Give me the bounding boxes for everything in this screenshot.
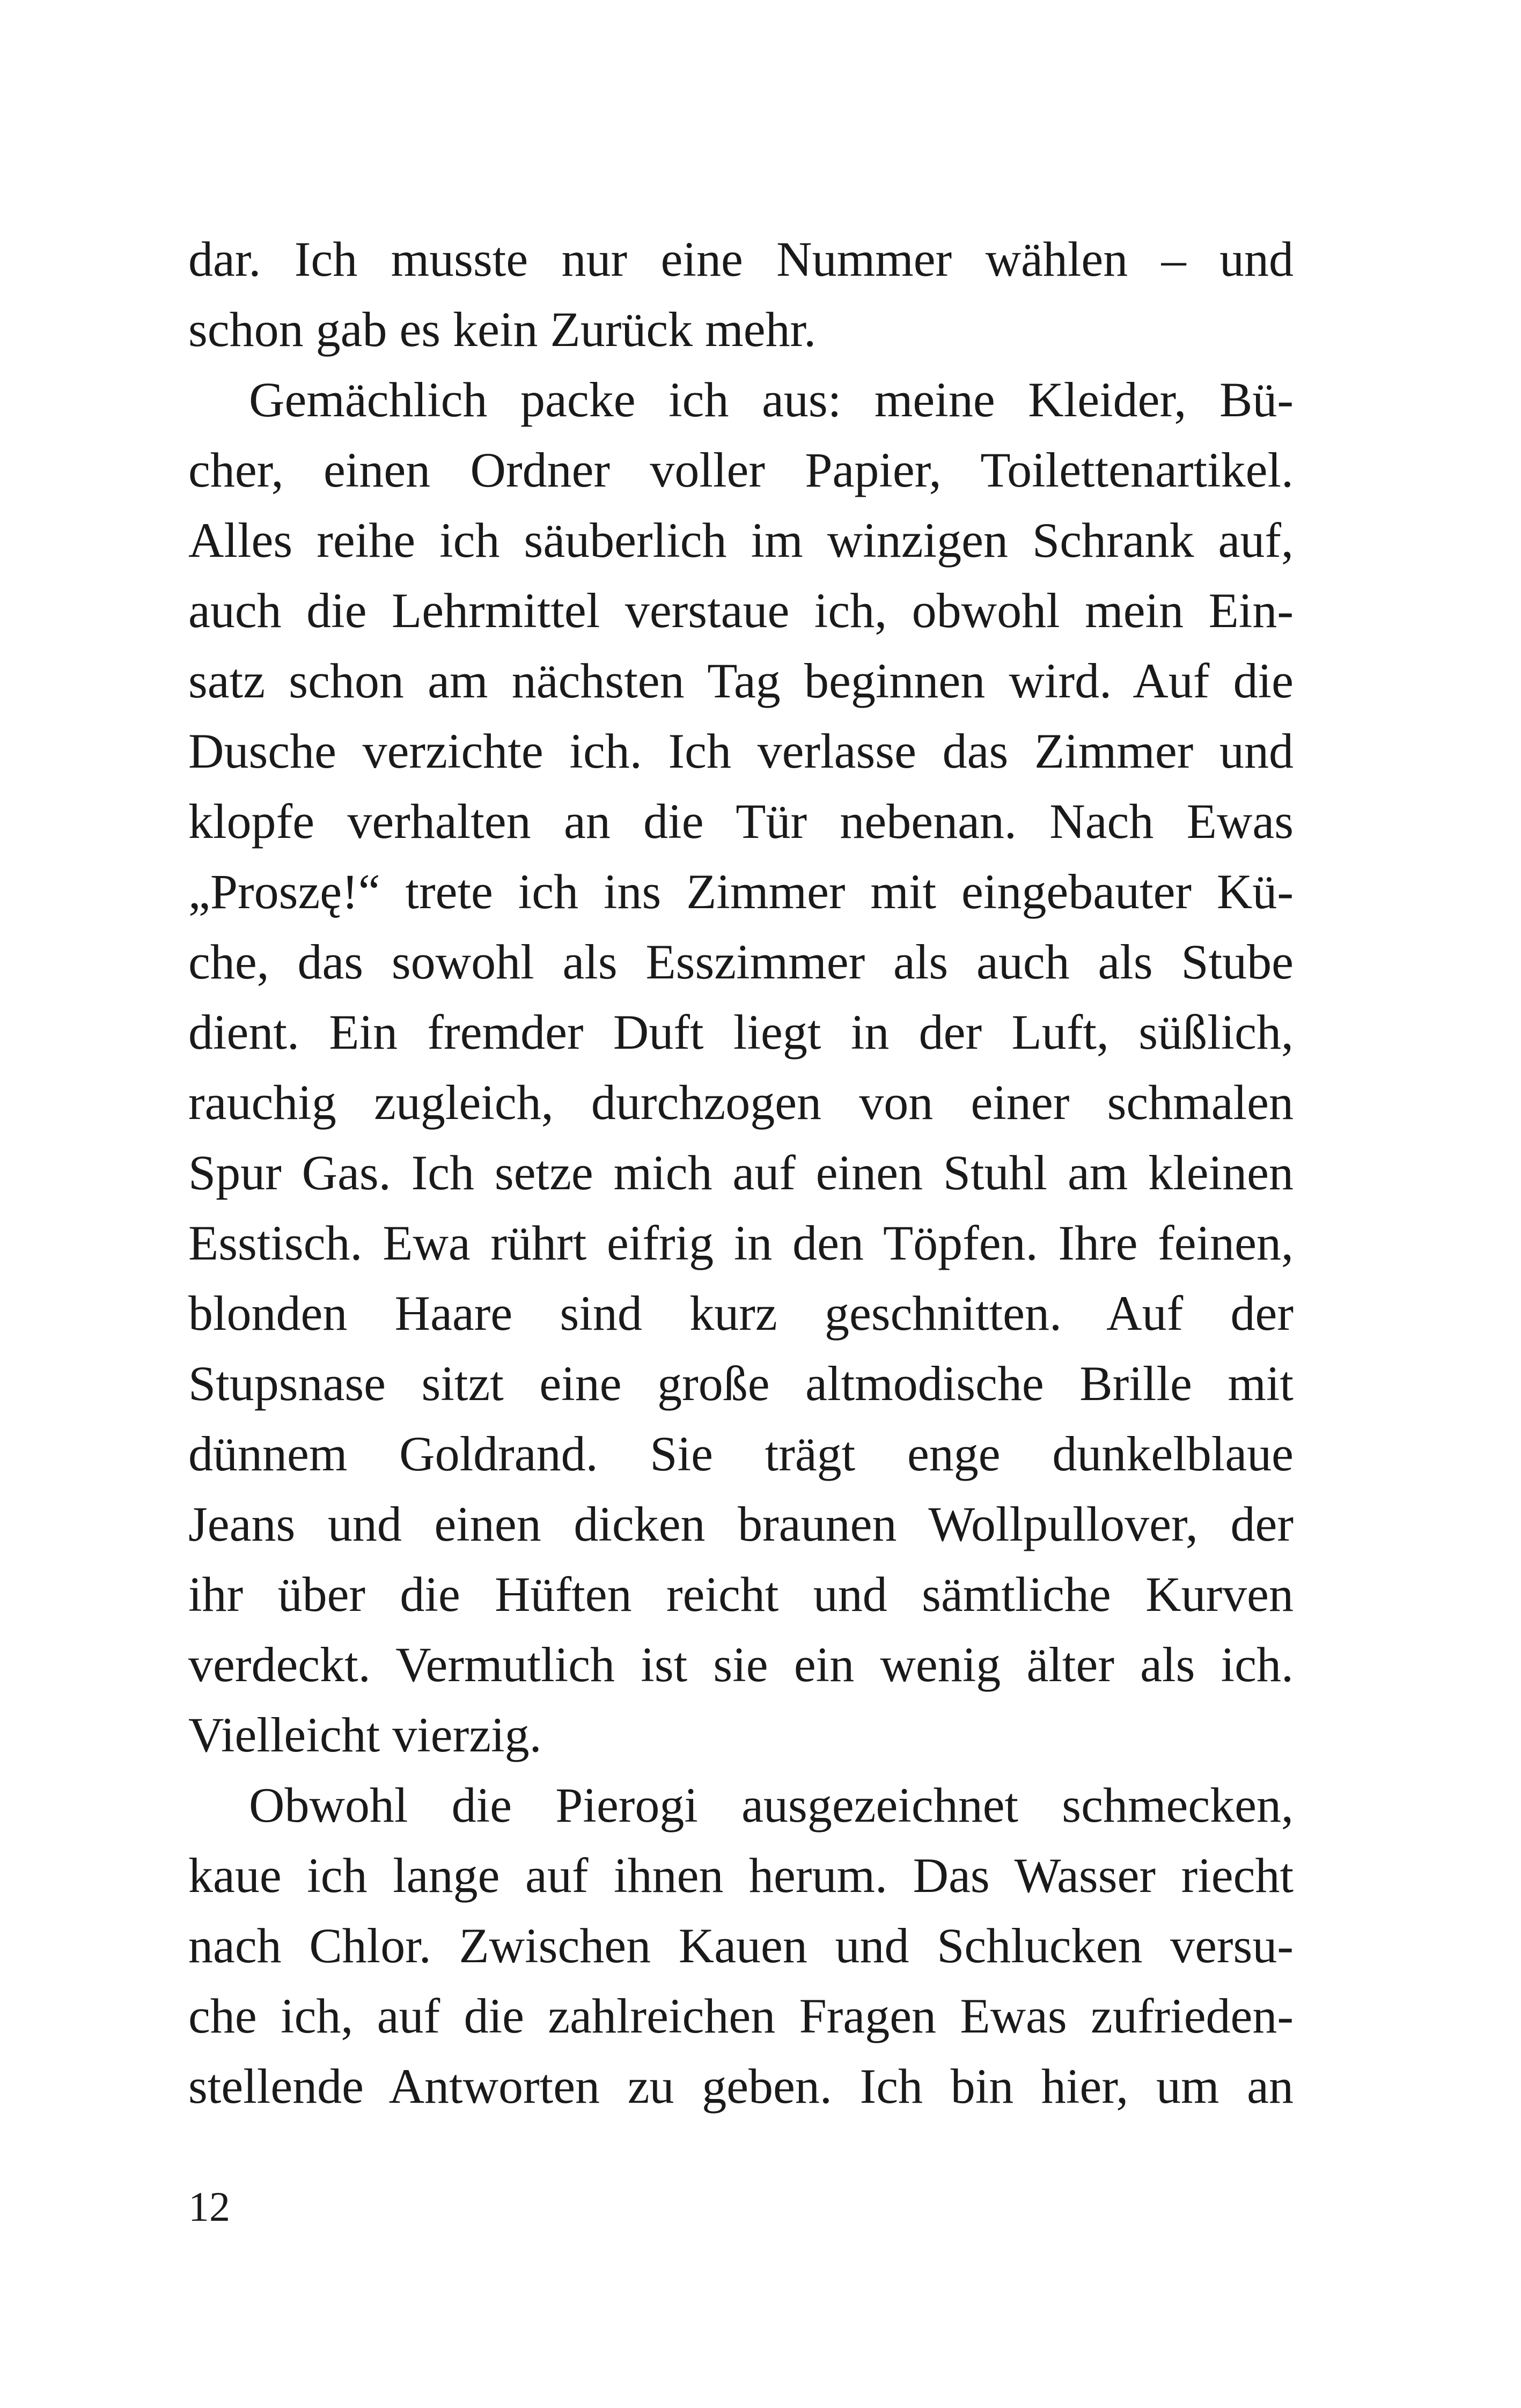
text-line: Dusche verzichte ich. Ich verlasse das Zimmer und — [188, 724, 1294, 778]
text-line: dünnem Goldrand. Sie trägt enge dunkelblaue — [188, 1426, 1294, 1481]
text-line: Alles reihe ich säuberlich im winzigen Schrank auf, — [188, 513, 1294, 568]
text-line: Esstisch. Ewa rührt eifrig in den Töpfen. Ihre feinen, — [188, 1216, 1294, 1270]
text-line: dar. Ich musste nur eine Nummer wählen – und — [188, 232, 1294, 286]
text-line: verdeckt. Vermutlich ist sie ein wenig älter als ich. — [188, 1637, 1294, 1692]
text-line: Stupsnase sitzt eine große altmodische Brille mit — [188, 1356, 1294, 1411]
text-line: Jeans und einen dicken braunen Wollpullover, der — [188, 1497, 1294, 1551]
text-line: Spur Gas. Ich setze mich auf einen Stuhl am kleinen — [188, 1145, 1294, 1200]
text-line: kaue ich lange auf ihnen herum. Das Wasser riecht — [188, 1848, 1294, 1903]
text-line: nach Chlor. Zwischen Kauen und Schlucken versu- — [188, 1918, 1294, 1973]
text-line: blonden Haare sind kurz geschnitten. Auf der — [188, 1286, 1294, 1341]
text-line: dient. Ein fremder Duft liegt in der Luft, süßlich, — [188, 1005, 1294, 1059]
text-line: satz schon am nächsten Tag beginnen wird. Auf die — [188, 653, 1294, 708]
text-line: che, das sowohl als Esszimmer als auch als Stube — [188, 934, 1294, 989]
text-line: rauchig zugleich, durchzogen von einer schmalen — [188, 1075, 1294, 1130]
text-line: Vielleicht vierzig. — [188, 1707, 542, 1762]
body-text — [188, 224, 1294, 2122]
text-line: che ich, auf die zahlreichen Fragen Ewas zufrieden- — [188, 1989, 1294, 2043]
text-line: klopfe verhalten an die Tür nebenan. Nach Ewas — [188, 794, 1294, 849]
page-number: 12 — [188, 2183, 230, 2230]
text-line: Obwohl die Pierogi ausgezeichnet schmecken, — [249, 1778, 1294, 1832]
text-line: Gemächlich packe ich aus: meine Kleider, Bü- — [249, 372, 1294, 427]
text-line: „Proszę!“ trete ich ins Zimmer mit eingebauter Kü- — [188, 864, 1294, 919]
text-line: auch die Lehrmittel verstaue ich, obwohl mein Ein- — [188, 583, 1294, 638]
text-line: stellende Antworten zu geben. Ich bin hier, um an — [188, 2059, 1294, 2114]
text-line: ihr über die Hüften reicht und sämtliche Kurven — [188, 1567, 1294, 1622]
text-line: schon gab es kein Zurück mehr. — [188, 302, 817, 357]
text-line: cher, einen Ordner voller Papier, Toilettenartikel. — [188, 443, 1294, 497]
